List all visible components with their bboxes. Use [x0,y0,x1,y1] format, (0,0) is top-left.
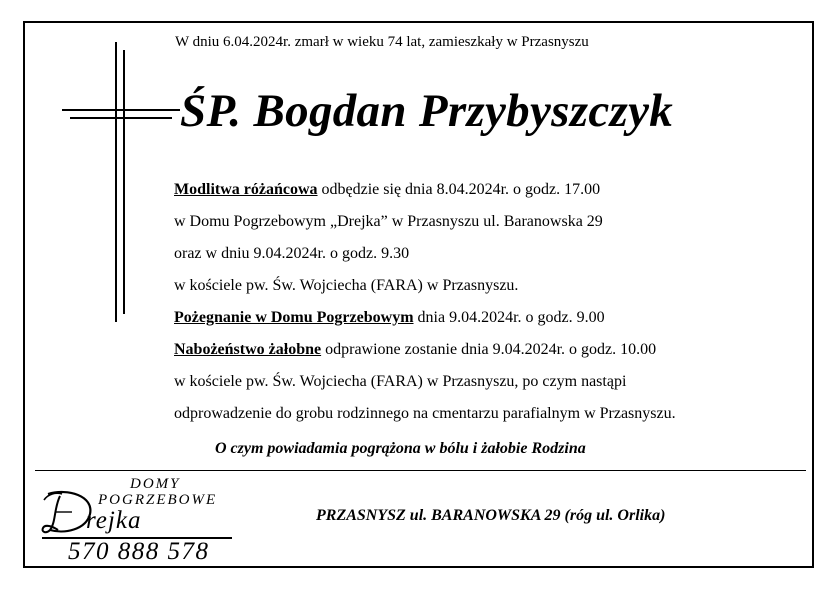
detail-line: Nabożeństwo żałobne odprawione zostanie dnia 9.04.2024r. o godz. 10.00 [174,341,657,358]
detail-line: Modlitwa różańcowa odbędzie się dnia 8.04.2024r. o godz. 17.00 [174,181,601,198]
ceremony-details [174,180,794,436]
footer-divider [35,470,806,471]
detail-line: oraz w dniu 9.04.2024r. o godz. 9.30 [174,245,410,262]
rosary-heading: Modlitwa różańcowa [174,181,318,198]
closing-text: O czym powiadamia pogrążona w bólu i żałobie Rodzina [215,440,586,457]
detail-line: w Domu Pogrzebowym „Drejka” w Przasnyszu ul. Baranowska 29 [174,213,603,230]
logo-rejka: rejka [86,507,142,534]
logo-pogrzebowe: POGRZEBOWE [98,492,218,508]
detail-line: w kościele pw. Św. Wojciecha (FARA) w Przasnyszu. [174,277,519,294]
funeral-home-logo [38,476,238,566]
farewell-heading: Pożegnanie w Domu Pogrzebowym [174,309,414,326]
detail-line: w kościele pw. Św. Wojciecha (FARA) w Przasnyszu, po czym nastąpi [174,373,627,390]
phone-number: 570 888 578 [68,538,210,565]
deceased-name: ŚP. Bogdan Przybyszczyk [180,85,674,137]
logo-domy: DOMY [130,476,181,492]
mass-heading: Nabożeństwo żałobne [174,341,322,358]
intro-text: W dniu 6.04.2024r. zmarł w wieku 74 lat, zamieszkały w Przasnyszu [175,34,589,50]
funeral-home-address: PRZASNYSZ ul. BARANOWSKA 29 (róg ul. Orlika) [316,507,666,524]
detail-line: odprowadzenie do grobu rodzinnego na cmentarzu parafialnym w Przasnyszu. [174,405,676,422]
detail-line: Pożegnanie w Domu Pogrzebowym dnia 9.04.2024r. o godz. 9.00 [174,309,605,326]
